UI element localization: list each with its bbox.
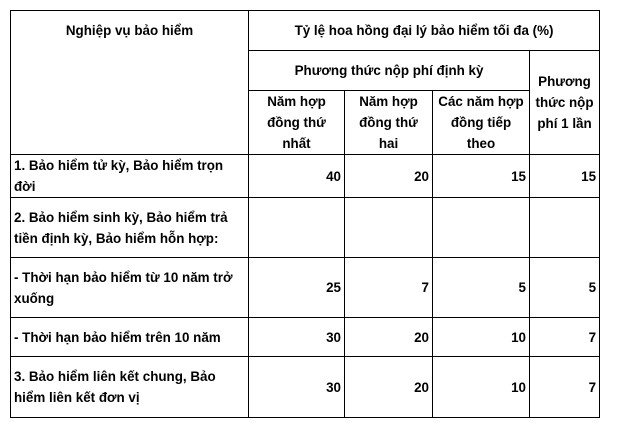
cell-first-year: 30	[249, 318, 345, 357]
cell-subsequent-years	[433, 198, 530, 258]
header-periodic-payment: Phương thức nộp phí định kỳ	[249, 51, 530, 91]
header-first-year: Năm hợp đồng thứ nhất	[249, 91, 345, 155]
table-row	[11, 258, 600, 318]
header-single-payment: Phương thức nộp phí 1 lần	[530, 51, 600, 155]
cell-second-year: 20	[345, 318, 433, 357]
row-label: 2. Bảo hiểm sinh kỳ, Bảo hiểm trả tiền định kỳ, Bảo hiểm hỗn hợp:	[11, 198, 249, 258]
header-max-commission: Tỷ lệ hoa hồng đại lý bảo hiểm tối đa (%)	[249, 11, 600, 51]
table-row	[11, 357, 600, 418]
commission-rate-table	[10, 10, 600, 418]
cell-single-payment: 15	[530, 155, 600, 198]
cell-subsequent-years: 15	[433, 155, 530, 198]
cell-second-year: 7	[345, 258, 433, 318]
header-row-1	[11, 11, 600, 51]
cell-second-year: 20	[345, 357, 433, 418]
row-label: 3. Bảo hiểm liên kết chung, Bảo hiểm liên kết đơn vị	[11, 357, 249, 418]
cell-single-payment	[530, 198, 600, 258]
cell-first-year: 30	[249, 357, 345, 418]
table-row	[11, 198, 600, 258]
cell-single-payment: 7	[530, 357, 600, 418]
cell-single-payment: 7	[530, 318, 600, 357]
table-row	[11, 155, 600, 198]
cell-subsequent-years: 5	[433, 258, 530, 318]
header-second-year: Năm hợp đồng thứ hai	[345, 91, 433, 155]
cell-single-payment: 5	[530, 258, 600, 318]
table-row	[11, 318, 600, 357]
header-business-type: Nghiệp vụ bảo hiểm	[11, 11, 249, 155]
cell-second-year: 20	[345, 155, 433, 198]
cell-subsequent-years: 10	[433, 318, 530, 357]
row-label: - Thời hạn bảo hiểm trên 10 năm	[11, 318, 249, 357]
cell-first-year: 25	[249, 258, 345, 318]
header-subsequent-years: Các năm hợp đồng tiếp theo	[433, 91, 530, 155]
row-label: - Thời hạn bảo hiểm từ 10 năm trở xuống	[11, 258, 249, 318]
cell-subsequent-years: 10	[433, 357, 530, 418]
cell-second-year	[345, 198, 433, 258]
cell-first-year: 40	[249, 155, 345, 198]
cell-first-year	[249, 198, 345, 258]
row-label: 1. Bảo hiểm tử kỳ, Bảo hiểm trọn đời	[11, 155, 249, 198]
